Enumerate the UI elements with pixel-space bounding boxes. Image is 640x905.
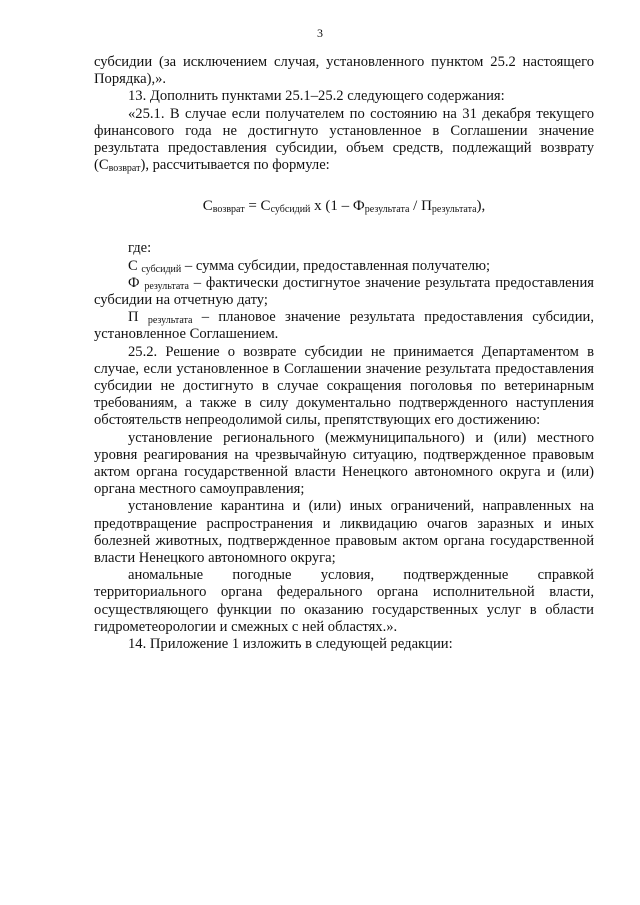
definition-c-text: – сумма субсидии, предоставленная получателю; [181, 257, 491, 274]
paragraph-25-1-text: «25.1. В случае если получателем по состоянию на 31 декабря текущего финансового года не достигнуто установленное в Соглашении значение результата предоставления субсидии, объем средств, подлежащий возврату (С [94, 105, 594, 174]
where-label: где: [128, 240, 152, 257]
formula-eq: = С [244, 198, 271, 215]
formula-f-sub: результата [364, 204, 410, 216]
definition-p-symbol: П [128, 309, 139, 326]
formula-end: ), [476, 198, 486, 215]
paragraph-25-1 [94, 106, 594, 175]
formula [94, 196, 594, 216]
document-body [94, 54, 594, 653]
formula-eq-sub: субсидий [270, 204, 311, 216]
definition-c-sub: субсидий [141, 263, 182, 275]
definition-f [94, 275, 594, 309]
formula-c: С [202, 198, 213, 215]
condition-quarantine: установление карантина и (или) иных ограничений, направленных на предотвращение распространения и ликвидацию очагов заразных и иных болезней животных, подтвержденное правовым актом органа государственной власти Ненецкого автономного округа; [94, 498, 594, 567]
definition-f-text: – фактически достигнутое значение результата предоставления субсидии на отчетную дату; [94, 274, 594, 309]
definition-c-symbol: С [128, 257, 138, 274]
definition-f-sub: результата [144, 280, 189, 292]
formula-slash: / П [409, 198, 432, 215]
item-14: 14. Приложение 1 изложить в следующей редакции: [128, 636, 453, 653]
paragraph-25-1-subscript: возврат [108, 163, 141, 175]
formula-mid: х (1 – Ф [310, 198, 365, 215]
definition-c [94, 258, 594, 275]
definition-p-sub: результата [147, 315, 193, 327]
condition-weather: аномальные погодные условия, подтвержденные справкой территориального органа федерального органа исполнительной власти, осуществляющего функции по оказанию государственных услуг в области гидрометеорологии и смежных с ней областях.». [94, 567, 594, 635]
page-number: 3 [317, 26, 323, 40]
condition-emergency: установление регионального (межмуниципального) и (или) местного уровня реагирования на чрезвычайную ситуацию, подтвержденное правовым актом органа государственной власти Ненецкого автономного округа и (или) органа местного самоуправления; [94, 429, 594, 498]
paragraph-25-2: 25.2. Решение о возврате субсидии не принимается Департаментом в случае, если установленное в Соглашении значение результата предоставления субсидии не достигнуто в случае сокращения поголовья по ветеринарным требованиям, а также в силу документально подтвержденного наступления обстоятельств непреодолимой силы, препятствующих его достижению: [94, 343, 594, 429]
definition-p [94, 309, 594, 343]
formula-c-sub: возврат [212, 204, 245, 216]
paragraph-continuation: субсидии (за исключением случая, установленного пунктом 25.2 настоящего Порядка),». [94, 54, 594, 88]
formula-p-sub: результата [431, 204, 477, 216]
item-13: 13. Дополнить пунктами 25.1–25.2 следующего содержания: [128, 88, 505, 105]
definition-f-symbol: Ф [128, 274, 140, 291]
paragraph-25-1-end: ), рассчитывается по формуле: [140, 157, 330, 174]
definition-p-text: – плановое значение результата предоставления субсидии, установленное Соглашением. [94, 309, 595, 343]
